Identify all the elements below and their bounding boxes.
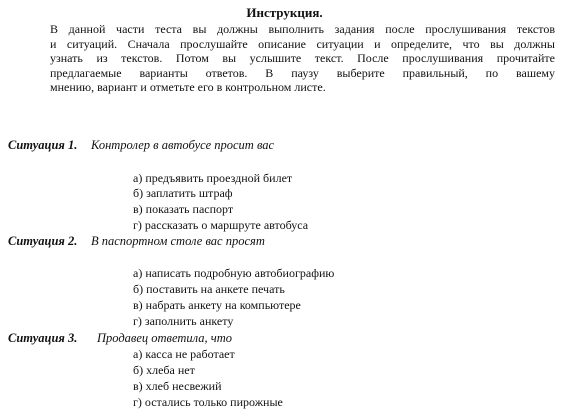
instruction-line: предлагаемые варианты ответов. В паузу выберите правильный, по вашему — [50, 65, 555, 80]
situation-label: Ситуация 2. — [8, 234, 78, 248]
answer-option: а) касса не работает — [133, 347, 235, 361]
situation-label: Ситуация 1. — [8, 138, 78, 152]
answer-option: в) набрать анкету на компьютере — [133, 298, 301, 312]
answer-option: г) рассказать о маршруте автобуса — [133, 218, 309, 232]
situation-text: В паспортном столе вас просят — [91, 234, 265, 248]
instruction-paragraph — [50, 22, 555, 95]
document-title: Инструкция. — [246, 5, 323, 20]
instruction-line: узнать из текстов. Потом вы услышите текст. После прослушивания прочитайте — [50, 51, 555, 66]
answer-option: в) показать паспорт — [133, 202, 234, 216]
answer-option: а) предъявить проездной билет — [133, 171, 293, 185]
situation-label: Ситуация 3. — [8, 331, 78, 345]
answer-option: г) остались только пирожные — [133, 395, 283, 409]
answer-option: г) заполнить анкету — [133, 314, 234, 328]
answer-option: б) заплатить штраф — [133, 186, 233, 200]
situation-text: Контролер в автобусе просит вас — [91, 138, 275, 152]
answer-option: б) хлеба нет — [133, 363, 195, 377]
instruction-line: мнению, вариант и отметьте его в контрольном листе. — [50, 80, 326, 95]
answer-option: б) поставить на анкете печать — [133, 282, 285, 296]
situation-text: Продавец ответила, что — [97, 331, 232, 345]
answer-option: а) написать подробную автобиографию — [133, 266, 335, 280]
instruction-line: и ситуаций. Сначала прослушайте описание ситуации и определите, что вы должны — [50, 36, 555, 51]
answer-option: в) хлеб несвежий — [133, 379, 222, 393]
instruction-line: В данной части теста вы должны выполнить задания после прослушивания текстов — [50, 22, 555, 36]
